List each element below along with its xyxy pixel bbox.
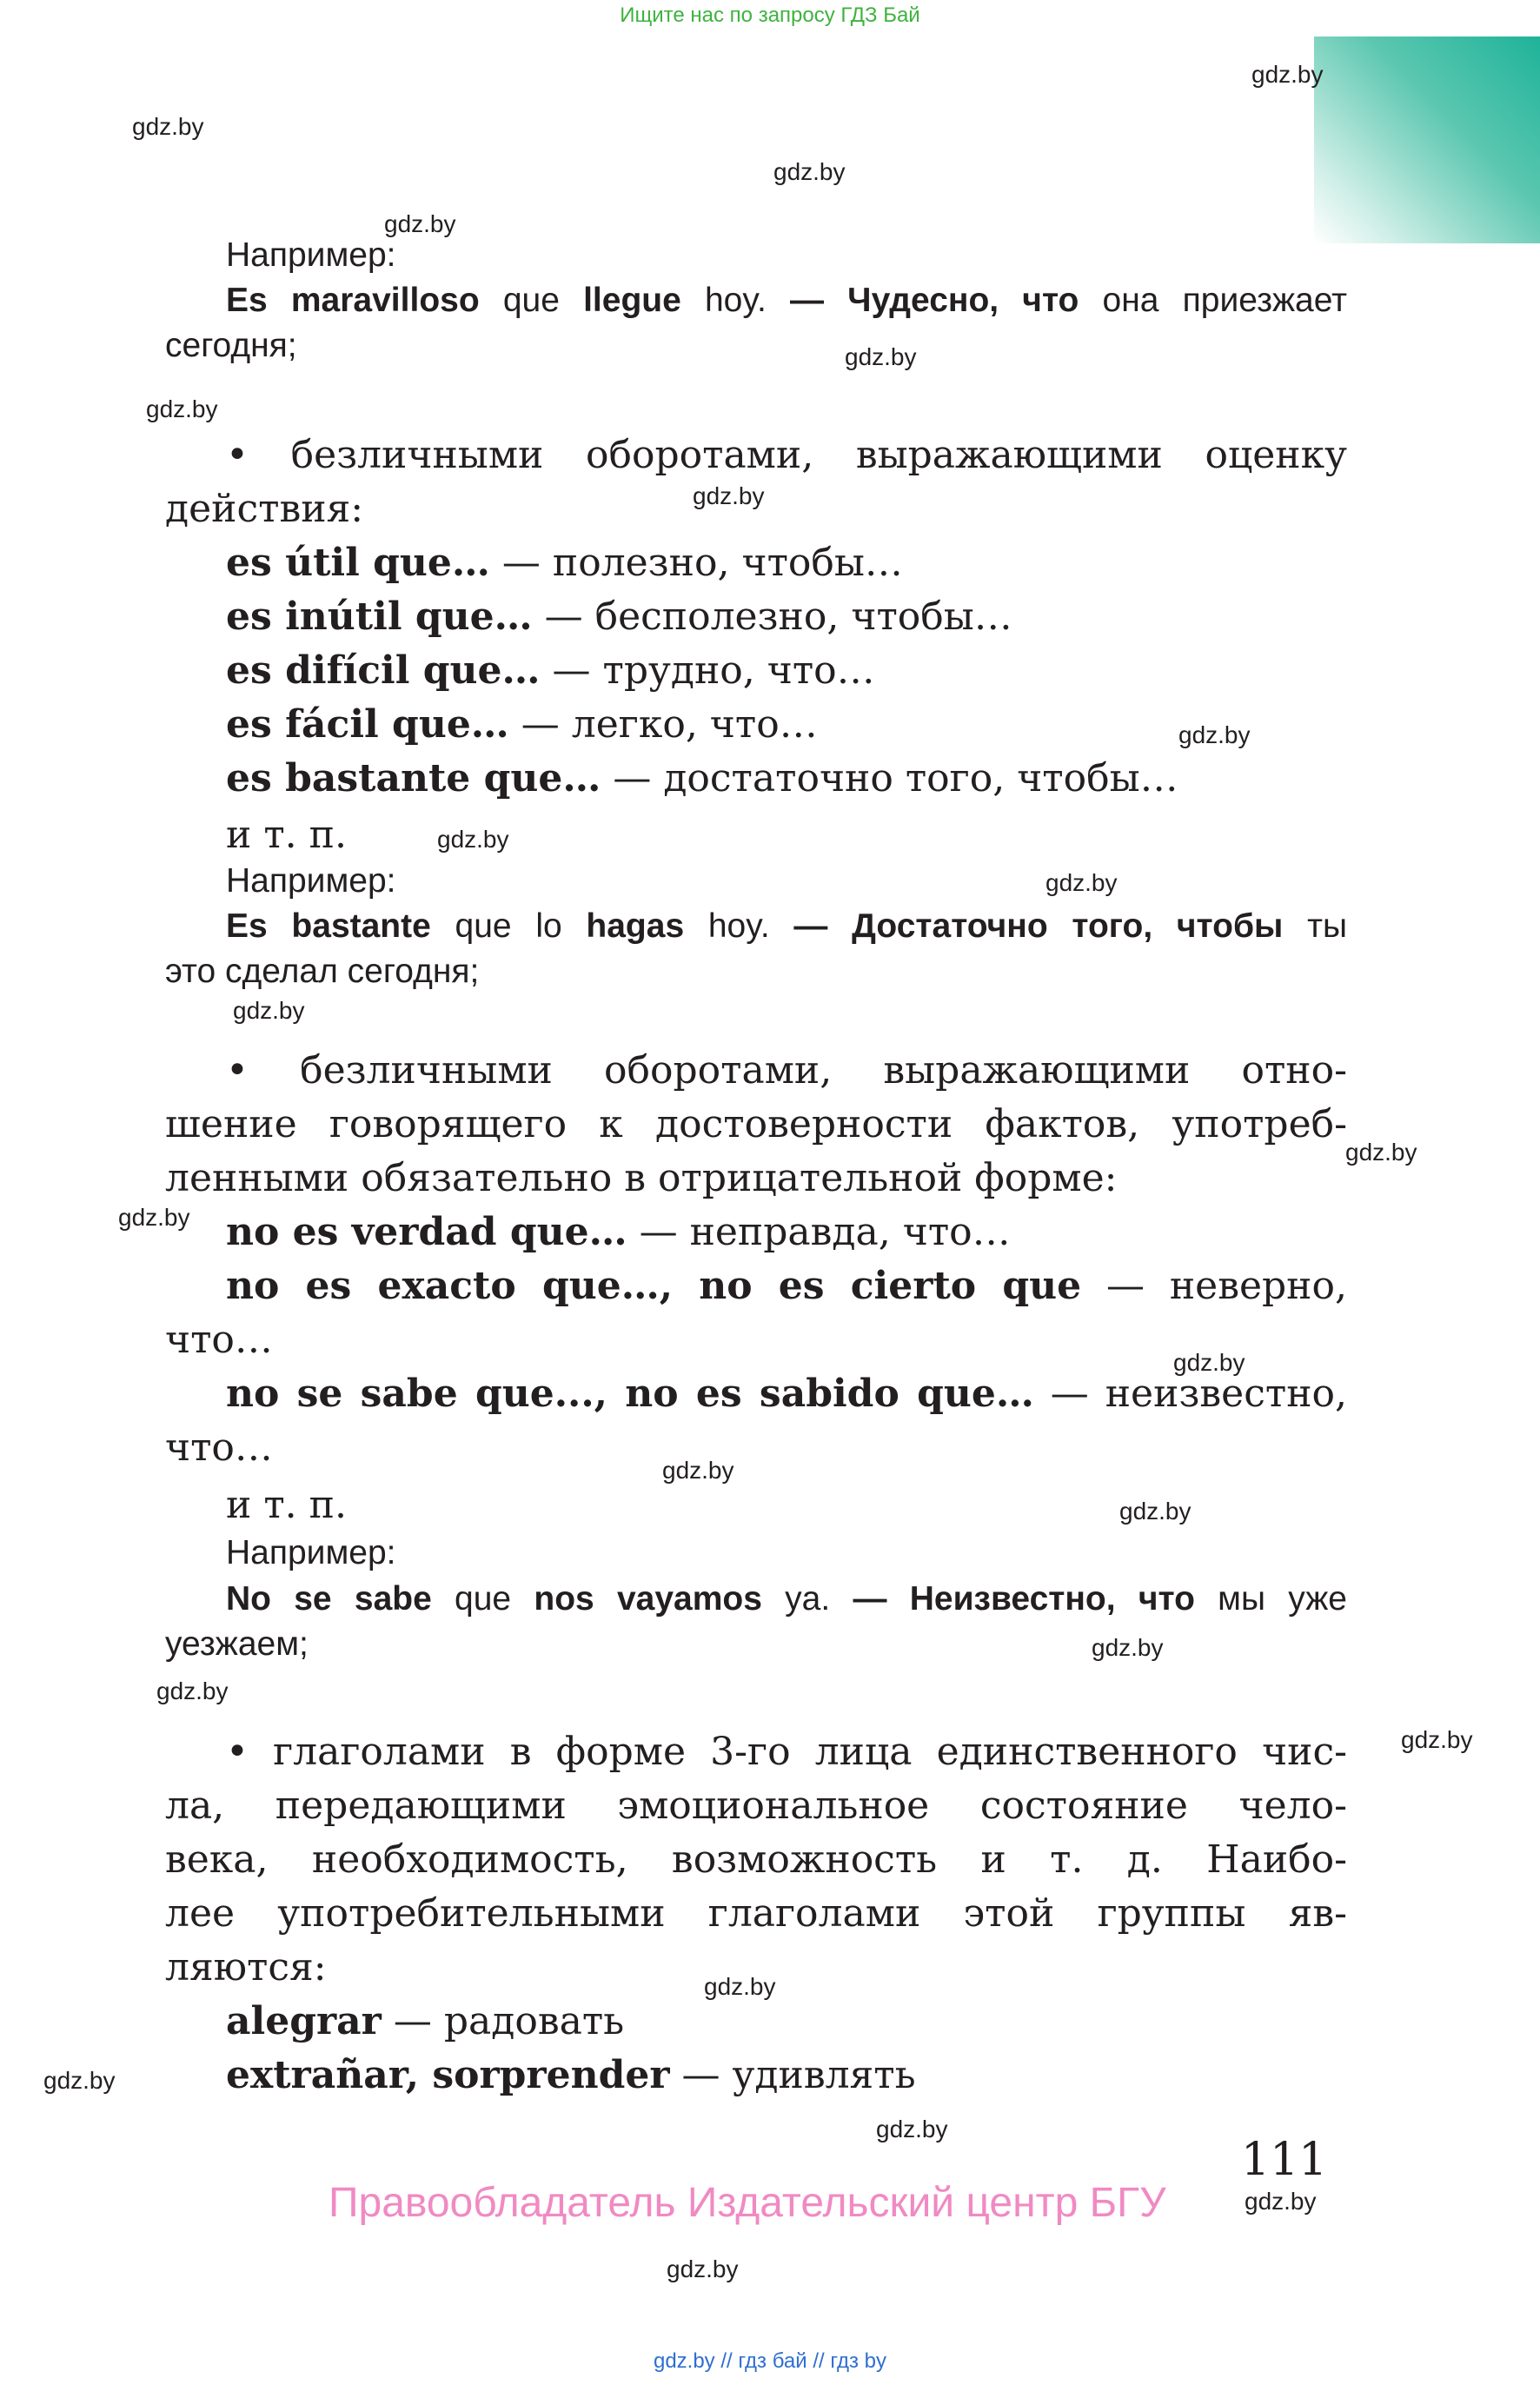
rule-intro: • глаголами в форме 3-го лица единственного чис- bbox=[226, 1730, 1347, 1774]
rule-intro-cont: лее употребительными глаголами этой группы яв- bbox=[165, 1891, 1347, 1936]
sentence-text: que lo bbox=[430, 907, 587, 945]
rule-intro-cont: действия: bbox=[165, 487, 364, 531]
watermark: gdz.by bbox=[43, 2067, 116, 2094]
example-label: Например: bbox=[226, 1534, 396, 1571]
watermark: gdz.by bbox=[1178, 721, 1251, 748]
rule-intro: • безличными оборотами, выражающими оценку bbox=[226, 433, 1347, 477]
russian-translation: — бесполезно, чтобы… bbox=[532, 595, 1012, 639]
expression-cont: что… bbox=[165, 1318, 273, 1362]
expression-item bbox=[226, 1264, 1347, 1308]
watermark: gdz.by bbox=[1045, 869, 1118, 896]
example-sentence-cont: это сделал сегодня; bbox=[165, 953, 480, 990]
spanish-verb: hagas bbox=[586, 907, 685, 945]
example-label: Например: bbox=[226, 862, 396, 900]
rule-intro-cont: ляются: bbox=[165, 1945, 327, 1990]
expression-item bbox=[226, 541, 903, 585]
spanish-expression: alegrar bbox=[226, 1999, 382, 2043]
rule-intro-cont: ленными обязательно в отрицательной форме: bbox=[165, 1156, 1118, 1200]
russian-translation: — легко, что… bbox=[508, 702, 818, 747]
spanish-expression: es bastante que… bbox=[226, 756, 601, 801]
expression-item bbox=[226, 756, 1178, 801]
russian-translation: — радовать bbox=[381, 1999, 625, 2043]
watermark: gdz.by bbox=[1092, 1634, 1164, 1661]
watermark: gdz.by bbox=[132, 113, 204, 140]
russian-translation: — неправда, что… bbox=[627, 1210, 1011, 1254]
watermark: gdz.by bbox=[437, 826, 509, 853]
etc-text: и т. п. bbox=[226, 1483, 347, 1527]
example-label: Например: bbox=[226, 236, 396, 274]
rule-intro: • безличными оборотами, выражающими отно- bbox=[226, 1048, 1347, 1093]
spanish-verb: llegue bbox=[583, 282, 681, 319]
expression-item bbox=[226, 648, 875, 693]
spanish-phrase: No se sabe bbox=[226, 1580, 432, 1618]
expression-item bbox=[226, 1999, 624, 2043]
sentence-text: hoy. bbox=[680, 282, 790, 319]
example-sentence-cont: уезжаем; bbox=[165, 1625, 309, 1663]
footer-links[interactable]: gdz.by // гдз бай // гдз by bbox=[653, 2349, 887, 2373]
expression-item bbox=[226, 2053, 916, 2097]
watermark: gdz.by bbox=[146, 395, 218, 422]
spanish-expression: no se sabe que..., no es sabido que… bbox=[226, 1372, 1034, 1416]
watermark: gdz.by bbox=[876, 2116, 948, 2143]
spanish-expression: no es verdad que… bbox=[226, 1210, 627, 1254]
russian-translation: — удивлять bbox=[669, 2053, 916, 2097]
spanish-expression: es fácil que… bbox=[226, 702, 509, 747]
example-sentence bbox=[226, 282, 1347, 320]
etc-text: и т. п. bbox=[226, 813, 347, 857]
sentence-text: ты bbox=[1283, 907, 1347, 945]
expression-cont: что… bbox=[165, 1425, 273, 1470]
watermark: gdz.by bbox=[1345, 1139, 1417, 1166]
example-sentence bbox=[226, 907, 1347, 946]
top-banner[interactable]: Ищите нас по запросу ГДЗ Бай bbox=[620, 3, 920, 27]
translation-phrase: — Достаточно того, чтобы bbox=[793, 907, 1284, 945]
sentence-text: она приезжает bbox=[1079, 282, 1347, 319]
watermark: gdz.by bbox=[845, 343, 917, 370]
sentence-text: ya. bbox=[761, 1580, 853, 1618]
watermark: gdz.by bbox=[1401, 1726, 1473, 1753]
translation-phrase: — Чудесно, что bbox=[789, 282, 1079, 319]
spanish-phrase: Es maravilloso bbox=[226, 282, 480, 319]
copyright-notice: Правообладатель Издательский центр БГУ bbox=[329, 2180, 1166, 2226]
watermark: gdz.by bbox=[662, 1457, 734, 1484]
sentence-text: que bbox=[479, 282, 584, 319]
spanish-expression: es útil que… bbox=[226, 541, 490, 585]
watermark: gdz.by bbox=[693, 482, 765, 509]
spanish-expression: no es exacto que…, no es cierto que bbox=[226, 1264, 1082, 1308]
example-sentence bbox=[226, 1580, 1347, 1618]
example-sentence-cont: сегодня; bbox=[165, 327, 297, 364]
watermark: gdz.by bbox=[233, 997, 305, 1024]
expression-item bbox=[226, 1210, 1011, 1254]
watermark: gdz.by bbox=[384, 210, 456, 237]
expression-item bbox=[226, 595, 1012, 639]
rule-intro-cont: шение говорящего к достоверности фактов, употреб- bbox=[165, 1102, 1347, 1146]
watermark: gdz.by bbox=[156, 1677, 229, 1704]
rule-intro-cont: ла, передающими эмоциональное состояние чело- bbox=[165, 1784, 1347, 1828]
watermark: gdz.by bbox=[667, 2255, 739, 2282]
russian-translation: — неверно, bbox=[1081, 1264, 1347, 1308]
russian-translation: — полезно, чтобы… bbox=[489, 541, 903, 585]
russian-translation: — неизвестно, bbox=[1033, 1372, 1348, 1416]
watermark: gdz.by bbox=[118, 1204, 190, 1231]
spanish-verb: nos vayamos bbox=[534, 1580, 762, 1618]
watermark: gdz.by bbox=[1251, 61, 1324, 88]
sentence-text: hoy. bbox=[684, 907, 794, 945]
russian-translation: — достаточно того, чтобы… bbox=[601, 756, 1178, 801]
watermark: gdz.by bbox=[773, 158, 846, 185]
spanish-phrase: Es bastante bbox=[226, 907, 431, 945]
spanish-expression: es difícil que… bbox=[226, 648, 541, 693]
watermark: gdz.by bbox=[1119, 1498, 1192, 1525]
expression-item bbox=[226, 702, 818, 747]
spanish-expression: es inútil que… bbox=[226, 595, 533, 639]
sentence-text: que bbox=[431, 1580, 534, 1618]
expression-item bbox=[226, 1372, 1347, 1416]
watermark: gdz.by bbox=[1173, 1349, 1245, 1376]
translation-phrase: — Неизвестно, что bbox=[853, 1580, 1195, 1618]
watermark: gdz.by bbox=[1245, 2188, 1317, 2215]
rule-intro-cont: века, необходимость, возможность и т. д. Наибо- bbox=[165, 1837, 1347, 1882]
spanish-expression: extrañar, sorprender bbox=[226, 2053, 670, 2097]
corner-color-tab bbox=[1314, 37, 1540, 243]
watermark: gdz.by bbox=[704, 1973, 776, 2000]
sentence-text: мы уже bbox=[1194, 1580, 1347, 1618]
russian-translation: — трудно, что… bbox=[540, 648, 875, 693]
page-number: 111 bbox=[1241, 2134, 1328, 2186]
